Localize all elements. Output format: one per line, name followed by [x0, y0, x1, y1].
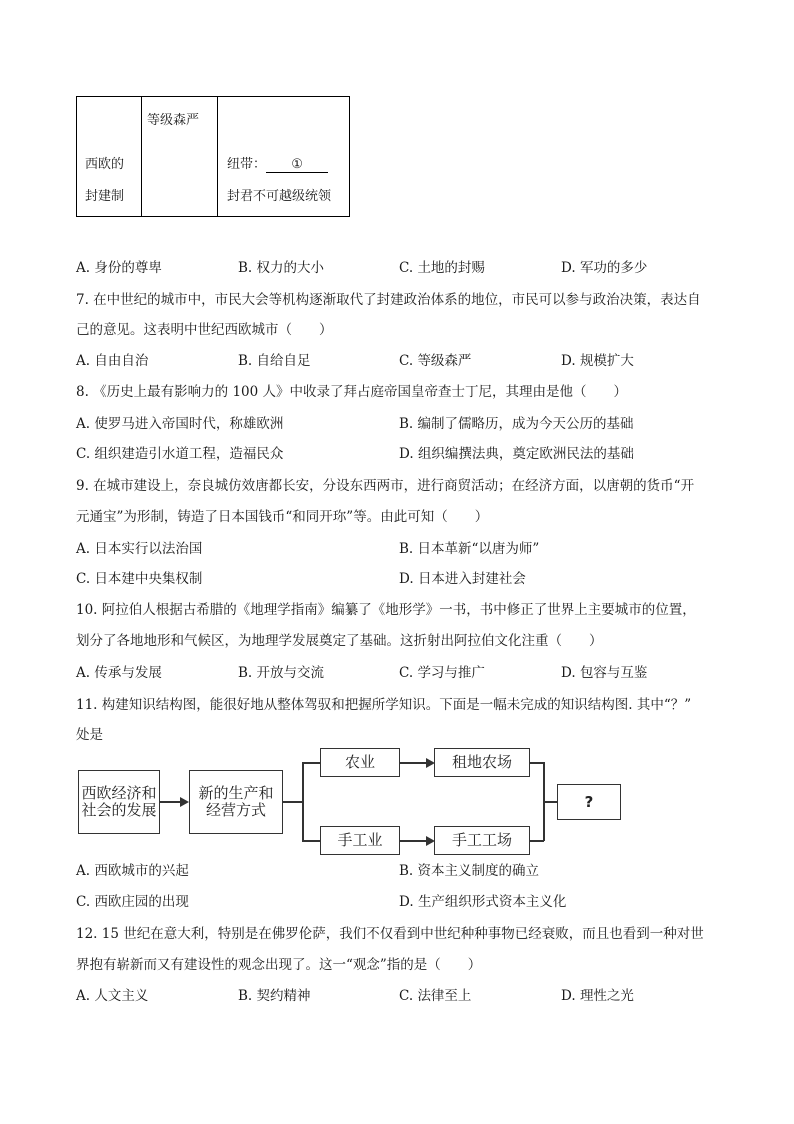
question-7-text: 己的意见。这表明中世纪西欧城市（ ）	[76, 322, 333, 338]
connector-line	[530, 840, 544, 842]
question-10-text: 划分了各地地形和气候区，为地理学发展奠定了基础。这折射出阿拉伯文化注重（ ）	[76, 633, 603, 649]
connector-line	[530, 762, 544, 764]
option-d[interactable]: D. 理性之光	[561, 988, 634, 1004]
connector-line	[543, 801, 557, 803]
diagram-box-handicraft: 手工业	[320, 826, 400, 855]
option-d[interactable]: D. 生产组织形式资本主义化	[399, 894, 567, 910]
connector-line	[302, 762, 320, 764]
diagram-box-unknown: ?	[557, 784, 621, 820]
connector-line	[160, 801, 182, 803]
option-d[interactable]: D. 军功的多少	[561, 260, 648, 276]
table-cell-west-europe: 西欧的	[85, 157, 125, 172]
diagram-box-leased-farm: 租地农场	[434, 748, 530, 777]
option-b[interactable]: B. 编制了儒略历，成为今天公历的基础	[399, 416, 634, 432]
bond-label: 纽带：	[227, 157, 267, 172]
knowledge-structure-diagram	[76, 740, 632, 848]
feudal-table	[76, 96, 350, 217]
blank-one: ①	[266, 158, 328, 173]
option-c[interactable]: C. 日本建中央集权制	[76, 571, 203, 587]
connector-line	[302, 840, 320, 842]
table-cell-lord-rule: 封君不可越级统领	[227, 189, 332, 204]
option-a[interactable]: A. 日本实行以法治国	[76, 541, 203, 557]
diagram-box-agriculture: 农业	[320, 748, 400, 777]
diagram-box-workshop: 手工工场	[434, 826, 530, 855]
question-12-text: 12. 15 世纪在意大利，特别是在佛罗伦萨，我们不仅看到中世纪种种事物已经衰败，而且也看到一种对世	[76, 926, 704, 942]
question-10-text: 10. 阿拉伯人根据古希腊的《地理学指南》编纂了《地形学》一书，书中修正了世界上主要城市的位置，	[76, 602, 696, 618]
option-a[interactable]: A. 使罗马进入帝国时代，称雄欧洲	[76, 416, 284, 432]
option-b[interactable]: B. 契约精神	[238, 988, 311, 1004]
option-b[interactable]: B. 开放与交流	[238, 665, 325, 681]
question-8-text: 8. 《历史上最有影响力的 100 人》中收录了拜占庭帝国皇帝查士丁尼，其理由是他（ ）	[76, 384, 628, 400]
diagram-box-new-mode: 新的生产和经营方式	[189, 770, 283, 834]
arrow-right-icon	[180, 797, 189, 807]
option-c[interactable]: C. 学习与推广	[399, 665, 485, 681]
option-b[interactable]: B. 日本革新“以唐为师”	[399, 541, 540, 557]
table-divider	[217, 97, 218, 216]
connector-line	[400, 762, 428, 764]
option-c[interactable]: C. 西欧庄园的出现	[76, 894, 189, 910]
option-a[interactable]: A. 西欧城市的兴起	[76, 863, 189, 879]
option-a[interactable]: A. 人文主义	[76, 988, 149, 1004]
connector-line	[302, 762, 304, 841]
connector-line	[283, 801, 303, 803]
table-cell-feudal-system: 封建制	[85, 189, 125, 204]
option-a[interactable]: A. 身份的尊卑	[76, 260, 162, 276]
option-c[interactable]: C. 土地的封赐	[399, 260, 485, 276]
question-12-text: 界抱有崭新而又有建设性的观念出现了。这一“观念”指的是（ ）	[76, 957, 482, 973]
question-9-text: 元通宝”为形制，铸造了日本国钱币“和同开珎”等。由此可知（ ）	[76, 509, 489, 525]
question-9-text: 9. 在城市建设上，奈良城仿效唐都长安，分设东西两市，进行商贸活动；在经济方面，以唐朝的货币“开	[76, 478, 695, 494]
connector-line	[400, 840, 428, 842]
table-cell-bond	[227, 153, 328, 173]
question-7-text: 7. 在中世纪的城市中，市民大会等机构逐渐取代了封建政治体系的地位，市民可以参与政治决策，表达自	[76, 292, 701, 308]
table-cell-hierarchy: 等级森严	[147, 113, 200, 128]
option-a[interactable]: A. 传承与发展	[76, 665, 162, 681]
option-c[interactable]: C. 组织建造引水道工程，造福民众	[76, 446, 284, 462]
option-d[interactable]: D. 规模扩大	[561, 353, 634, 369]
option-a[interactable]: A. 自由自治	[76, 353, 149, 369]
option-c[interactable]: C. 法律至上	[399, 988, 472, 1004]
option-d[interactable]: D. 组织编撰法典，奠定欧洲民法的基础	[399, 446, 634, 462]
option-d[interactable]: D. 日本进入封建社会	[399, 571, 526, 587]
option-c[interactable]: C. 等级森严	[399, 353, 472, 369]
table-divider	[141, 97, 142, 216]
option-d[interactable]: D. 包容与互鉴	[561, 665, 648, 681]
option-b[interactable]: B. 自给自足	[238, 353, 311, 369]
question-11-text: 11. 构建知识结构图，能很好地从整体驾驭和把握所学知识。下面是一幅未完成的知识结构图. 其中“？”	[76, 697, 692, 713]
diagram-box-development: 西欧经济和社会的发展	[78, 770, 160, 834]
option-b[interactable]: B. 权力的大小	[238, 260, 325, 276]
option-b[interactable]: B. 资本主义制度的确立	[399, 863, 540, 879]
question-11-text: 处是	[76, 727, 103, 743]
